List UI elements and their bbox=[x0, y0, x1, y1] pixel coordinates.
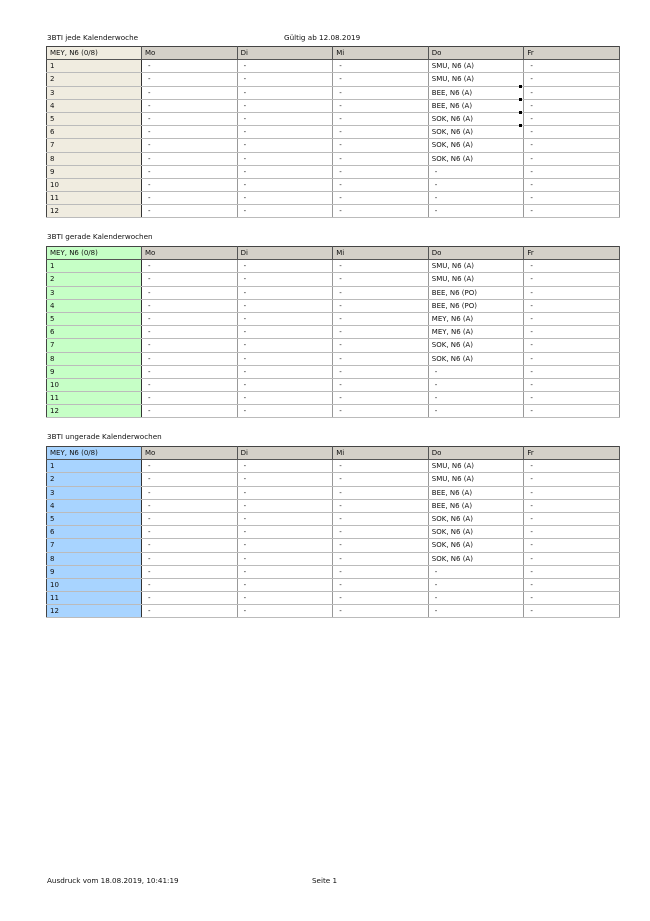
lesson-cell: - bbox=[237, 165, 333, 178]
lesson-cell: - bbox=[142, 486, 238, 499]
corner-label: MEY, N6 (0/8) bbox=[47, 247, 142, 260]
lesson-cell: - bbox=[524, 165, 620, 178]
table-header-row bbox=[47, 247, 620, 260]
lesson-cell: - bbox=[333, 73, 429, 86]
lesson-cell: - bbox=[237, 552, 333, 565]
lesson-cell: - bbox=[142, 565, 238, 578]
lesson-cell: - bbox=[524, 392, 620, 405]
hour-label: 3 bbox=[47, 86, 142, 99]
table-row bbox=[47, 460, 620, 473]
lesson-cell: - bbox=[333, 312, 429, 325]
lesson-cell: - bbox=[142, 312, 238, 325]
lesson-cell: BEE, N6 (PO) bbox=[428, 286, 524, 299]
lesson-cell: - bbox=[524, 486, 620, 499]
table-row bbox=[47, 139, 620, 152]
lesson-cell: SOK, N6 (A) bbox=[428, 539, 524, 552]
hour-label: 12 bbox=[47, 605, 142, 618]
lesson-cell: - bbox=[142, 86, 238, 99]
lesson-cell: - bbox=[428, 405, 524, 418]
lesson-cell: - bbox=[237, 139, 333, 152]
lesson-cell: - bbox=[333, 152, 429, 165]
hour-label: 9 bbox=[47, 165, 142, 178]
lesson-cell: - bbox=[237, 392, 333, 405]
lesson-cell: - bbox=[333, 205, 429, 218]
table-row bbox=[47, 565, 620, 578]
table-row bbox=[47, 486, 620, 499]
table-row bbox=[47, 299, 620, 312]
lesson-cell: - bbox=[524, 460, 620, 473]
lesson-cell: SOK, N6 (A) bbox=[428, 139, 524, 152]
lesson-cell: - bbox=[142, 578, 238, 591]
table-row bbox=[47, 126, 620, 139]
day-header-do: Do bbox=[428, 247, 524, 260]
lesson-cell: SMU, N6 (A) bbox=[428, 473, 524, 486]
section-title-odd-weeks: 3BTI ungerade Kalenderwochen bbox=[47, 432, 162, 441]
lesson-cell: SOK, N6 (A) bbox=[428, 352, 524, 365]
lesson-cell: - bbox=[428, 578, 524, 591]
table-row bbox=[47, 165, 620, 178]
lesson-cell: - bbox=[333, 112, 429, 125]
lesson-cell: - bbox=[333, 565, 429, 578]
lesson-cell: - bbox=[428, 178, 524, 191]
day-header-fr: Fr bbox=[524, 447, 620, 460]
lesson-cell: - bbox=[142, 539, 238, 552]
table-row bbox=[47, 260, 620, 273]
table-header-row bbox=[47, 47, 620, 60]
table-row bbox=[47, 499, 620, 512]
lesson-cell: - bbox=[524, 112, 620, 125]
page-number: Seite 1 bbox=[312, 876, 338, 885]
lesson-cell: - bbox=[524, 86, 620, 99]
print-timestamp: Ausdruck vom 18.08.2019, 10:41:19 bbox=[47, 876, 179, 885]
hour-label: 1 bbox=[47, 60, 142, 73]
lesson-cell: - bbox=[524, 273, 620, 286]
lesson-cell: - bbox=[333, 165, 429, 178]
lesson-cell: - bbox=[142, 326, 238, 339]
marker-dot bbox=[519, 124, 522, 127]
lesson-cell: - bbox=[524, 126, 620, 139]
lesson-cell: - bbox=[428, 192, 524, 205]
hour-label: 4 bbox=[47, 99, 142, 112]
day-header-mo: Mo bbox=[142, 47, 238, 60]
hour-label: 8 bbox=[47, 152, 142, 165]
section-title-even-weeks: 3BTI gerade Kalenderwochen bbox=[47, 232, 153, 241]
lesson-cell: SMU, N6 (A) bbox=[428, 273, 524, 286]
table-row bbox=[47, 112, 620, 125]
lesson-cell: - bbox=[237, 460, 333, 473]
table-row bbox=[47, 60, 620, 73]
lesson-cell: BEE, N6 (A) bbox=[428, 99, 524, 112]
lesson-cell: - bbox=[142, 273, 238, 286]
table-header-row bbox=[47, 447, 620, 460]
lesson-cell: - bbox=[237, 312, 333, 325]
hour-label: 1 bbox=[47, 460, 142, 473]
lesson-cell: - bbox=[237, 99, 333, 112]
table-row bbox=[47, 86, 620, 99]
lesson-cell: - bbox=[333, 552, 429, 565]
lesson-cell: - bbox=[142, 152, 238, 165]
lesson-cell: - bbox=[237, 605, 333, 618]
lesson-cell: - bbox=[333, 486, 429, 499]
lesson-cell: - bbox=[333, 473, 429, 486]
lesson-cell: BEE, N6 (A) bbox=[428, 499, 524, 512]
hour-label: 8 bbox=[47, 352, 142, 365]
table-row bbox=[47, 326, 620, 339]
lesson-cell: - bbox=[333, 526, 429, 539]
lesson-cell: - bbox=[142, 73, 238, 86]
lesson-cell: - bbox=[237, 352, 333, 365]
lesson-cell: - bbox=[524, 339, 620, 352]
hour-label: 6 bbox=[47, 126, 142, 139]
lesson-cell: - bbox=[237, 405, 333, 418]
lesson-cell: - bbox=[333, 405, 429, 418]
lesson-cell: - bbox=[237, 60, 333, 73]
table-row bbox=[47, 552, 620, 565]
table-row bbox=[47, 592, 620, 605]
lesson-cell: - bbox=[142, 499, 238, 512]
lesson-cell: - bbox=[142, 378, 238, 391]
lesson-cell: - bbox=[333, 378, 429, 391]
lesson-cell: - bbox=[237, 565, 333, 578]
lesson-cell: - bbox=[524, 578, 620, 591]
lesson-cell: - bbox=[237, 205, 333, 218]
lesson-cell: - bbox=[524, 60, 620, 73]
lesson-cell: - bbox=[524, 152, 620, 165]
table-row bbox=[47, 512, 620, 525]
lesson-cell: - bbox=[142, 205, 238, 218]
lesson-cell: - bbox=[333, 339, 429, 352]
lesson-cell: - bbox=[142, 260, 238, 273]
lesson-cell: - bbox=[333, 592, 429, 605]
table-row bbox=[47, 312, 620, 325]
lesson-cell: - bbox=[237, 178, 333, 191]
lesson-cell: - bbox=[142, 605, 238, 618]
lesson-cell: - bbox=[142, 460, 238, 473]
lesson-cell: - bbox=[524, 605, 620, 618]
lesson-cell: - bbox=[237, 326, 333, 339]
table-row bbox=[47, 378, 620, 391]
lesson-cell: - bbox=[524, 565, 620, 578]
day-header-di: Di bbox=[237, 447, 333, 460]
lesson-cell: - bbox=[333, 299, 429, 312]
lesson-cell: - bbox=[333, 260, 429, 273]
day-header-mo: Mo bbox=[142, 247, 238, 260]
hour-label: 1 bbox=[47, 260, 142, 273]
lesson-cell: - bbox=[142, 192, 238, 205]
timetable-even-weeks bbox=[46, 246, 620, 418]
lesson-cell: - bbox=[237, 192, 333, 205]
hour-label: 2 bbox=[47, 73, 142, 86]
lesson-cell: - bbox=[237, 126, 333, 139]
day-header-di: Di bbox=[237, 47, 333, 60]
lesson-cell: SMU, N6 (A) bbox=[428, 260, 524, 273]
hour-label: 5 bbox=[47, 312, 142, 325]
hour-label: 11 bbox=[47, 192, 142, 205]
lesson-cell: SOK, N6 (A) bbox=[428, 512, 524, 525]
lesson-cell: - bbox=[142, 405, 238, 418]
table-row bbox=[47, 192, 620, 205]
lesson-cell: - bbox=[428, 565, 524, 578]
lesson-cell: SMU, N6 (A) bbox=[428, 60, 524, 73]
lesson-cell: - bbox=[524, 178, 620, 191]
lesson-cell: - bbox=[428, 592, 524, 605]
lesson-cell: - bbox=[142, 339, 238, 352]
lesson-cell: - bbox=[237, 299, 333, 312]
lesson-cell: - bbox=[333, 392, 429, 405]
lesson-cell: - bbox=[333, 499, 429, 512]
hour-label: 5 bbox=[47, 112, 142, 125]
table-row bbox=[47, 99, 620, 112]
lesson-cell: BEE, N6 (PO) bbox=[428, 299, 524, 312]
lesson-cell: - bbox=[237, 578, 333, 591]
hour-label: 9 bbox=[47, 565, 142, 578]
lesson-cell: - bbox=[142, 126, 238, 139]
lesson-cell: - bbox=[237, 473, 333, 486]
lesson-cell: - bbox=[237, 526, 333, 539]
lesson-cell: - bbox=[524, 99, 620, 112]
lesson-cell: SOK, N6 (A) bbox=[428, 152, 524, 165]
lesson-cell: - bbox=[142, 365, 238, 378]
lesson-cell: - bbox=[333, 60, 429, 73]
hour-label: 11 bbox=[47, 392, 142, 405]
table-row bbox=[47, 405, 620, 418]
lesson-cell: - bbox=[142, 552, 238, 565]
day-header-do: Do bbox=[428, 447, 524, 460]
table-row bbox=[47, 73, 620, 86]
lesson-cell: - bbox=[524, 205, 620, 218]
lesson-cell: - bbox=[333, 126, 429, 139]
lesson-cell: - bbox=[237, 539, 333, 552]
hour-label: 11 bbox=[47, 592, 142, 605]
lesson-cell: - bbox=[142, 592, 238, 605]
lesson-cell: - bbox=[237, 273, 333, 286]
lesson-cell: - bbox=[142, 112, 238, 125]
lesson-cell: - bbox=[428, 392, 524, 405]
lesson-cell: BEE, N6 (A) bbox=[428, 86, 524, 99]
lesson-cell: - bbox=[237, 499, 333, 512]
hour-label: 7 bbox=[47, 139, 142, 152]
table-row bbox=[47, 178, 620, 191]
table-row bbox=[47, 273, 620, 286]
lesson-cell: SOK, N6 (A) bbox=[428, 339, 524, 352]
lesson-cell: - bbox=[524, 326, 620, 339]
hour-label: 3 bbox=[47, 486, 142, 499]
day-header-do: Do bbox=[428, 47, 524, 60]
lesson-cell: - bbox=[142, 526, 238, 539]
timetable-every-week bbox=[46, 46, 620, 218]
lesson-cell: - bbox=[428, 378, 524, 391]
lesson-cell: BEE, N6 (A) bbox=[428, 486, 524, 499]
table-row bbox=[47, 605, 620, 618]
lesson-cell: - bbox=[237, 286, 333, 299]
lesson-cell: - bbox=[142, 392, 238, 405]
hour-label: 2 bbox=[47, 273, 142, 286]
hour-label: 6 bbox=[47, 526, 142, 539]
lesson-cell: SOK, N6 (A) bbox=[428, 552, 524, 565]
lesson-cell: - bbox=[142, 139, 238, 152]
lesson-cell: - bbox=[333, 286, 429, 299]
hour-label: 12 bbox=[47, 205, 142, 218]
lesson-cell: - bbox=[237, 378, 333, 391]
lesson-cell: - bbox=[142, 99, 238, 112]
lesson-cell: - bbox=[142, 352, 238, 365]
lesson-cell: - bbox=[428, 205, 524, 218]
day-header-mo: Mo bbox=[142, 447, 238, 460]
lesson-cell: - bbox=[237, 260, 333, 273]
day-header-mi: Mi bbox=[333, 247, 429, 260]
day-header-fr: Fr bbox=[524, 247, 620, 260]
lesson-cell: - bbox=[237, 152, 333, 165]
table-row bbox=[47, 339, 620, 352]
lesson-cell: - bbox=[524, 192, 620, 205]
lesson-cell: - bbox=[333, 86, 429, 99]
lesson-cell: - bbox=[428, 165, 524, 178]
lesson-cell: - bbox=[237, 339, 333, 352]
lesson-cell: - bbox=[237, 365, 333, 378]
lesson-cell: - bbox=[142, 178, 238, 191]
hour-label: 10 bbox=[47, 578, 142, 591]
hour-label: 9 bbox=[47, 365, 142, 378]
lesson-cell: - bbox=[237, 512, 333, 525]
lesson-cell: - bbox=[524, 378, 620, 391]
marker-dot bbox=[519, 111, 522, 114]
hour-label: 12 bbox=[47, 405, 142, 418]
hour-label: 2 bbox=[47, 473, 142, 486]
lesson-cell: - bbox=[524, 526, 620, 539]
table-row bbox=[47, 205, 620, 218]
lesson-cell: - bbox=[524, 552, 620, 565]
hour-label: 8 bbox=[47, 552, 142, 565]
hour-label: 7 bbox=[47, 339, 142, 352]
lesson-cell: - bbox=[428, 605, 524, 618]
corner-label: MEY, N6 (0/8) bbox=[47, 47, 142, 60]
lesson-cell: SMU, N6 (A) bbox=[428, 73, 524, 86]
table-row bbox=[47, 286, 620, 299]
lesson-cell: - bbox=[524, 73, 620, 86]
lesson-cell: MEY, N6 (A) bbox=[428, 312, 524, 325]
lesson-cell: - bbox=[333, 539, 429, 552]
lesson-cell: - bbox=[524, 499, 620, 512]
lesson-cell: - bbox=[524, 260, 620, 273]
lesson-cell: - bbox=[142, 473, 238, 486]
table-row bbox=[47, 578, 620, 591]
table-row bbox=[47, 526, 620, 539]
lesson-cell: SMU, N6 (A) bbox=[428, 460, 524, 473]
lesson-cell: - bbox=[142, 60, 238, 73]
timetable-odd-weeks bbox=[46, 446, 620, 618]
lesson-cell: - bbox=[333, 578, 429, 591]
lesson-cell: - bbox=[237, 73, 333, 86]
lesson-cell: - bbox=[524, 365, 620, 378]
lesson-cell: - bbox=[333, 139, 429, 152]
lesson-cell: - bbox=[142, 165, 238, 178]
day-header-fr: Fr bbox=[524, 47, 620, 60]
lesson-cell: - bbox=[237, 592, 333, 605]
day-header-mi: Mi bbox=[333, 47, 429, 60]
document-title: 3BTI jede Kalenderwoche bbox=[47, 33, 139, 42]
lesson-cell: SOK, N6 (A) bbox=[428, 526, 524, 539]
lesson-cell: - bbox=[142, 512, 238, 525]
lesson-cell: - bbox=[524, 473, 620, 486]
lesson-cell: - bbox=[524, 512, 620, 525]
hour-label: 3 bbox=[47, 286, 142, 299]
valid-from-date: Gültig ab 12.08.2019 bbox=[284, 33, 361, 42]
lesson-cell: - bbox=[333, 178, 429, 191]
day-header-mi: Mi bbox=[333, 447, 429, 460]
lesson-cell: - bbox=[333, 605, 429, 618]
table-row bbox=[47, 152, 620, 165]
hour-label: 10 bbox=[47, 378, 142, 391]
lesson-cell: SOK, N6 (A) bbox=[428, 126, 524, 139]
table-row bbox=[47, 473, 620, 486]
lesson-cell: - bbox=[333, 192, 429, 205]
table-row bbox=[47, 392, 620, 405]
lesson-cell: - bbox=[142, 286, 238, 299]
table-row bbox=[47, 539, 620, 552]
lesson-cell: MEY, N6 (A) bbox=[428, 326, 524, 339]
lesson-cell: - bbox=[524, 539, 620, 552]
hour-label: 4 bbox=[47, 299, 142, 312]
lesson-cell: - bbox=[524, 286, 620, 299]
marker-dot bbox=[519, 98, 522, 101]
lesson-cell: SOK, N6 (A) bbox=[428, 112, 524, 125]
marker-dot bbox=[519, 85, 522, 88]
hour-label: 7 bbox=[47, 539, 142, 552]
table-row bbox=[47, 352, 620, 365]
hour-label: 4 bbox=[47, 499, 142, 512]
hour-label: 5 bbox=[47, 512, 142, 525]
hour-label: 10 bbox=[47, 178, 142, 191]
lesson-cell: - bbox=[333, 365, 429, 378]
lesson-cell: - bbox=[237, 486, 333, 499]
lesson-cell: - bbox=[524, 592, 620, 605]
day-header-di: Di bbox=[237, 247, 333, 260]
lesson-cell: - bbox=[333, 273, 429, 286]
lesson-cell: - bbox=[142, 299, 238, 312]
lesson-cell: - bbox=[524, 405, 620, 418]
lesson-cell: - bbox=[333, 352, 429, 365]
lesson-cell: - bbox=[333, 460, 429, 473]
lesson-cell: - bbox=[333, 512, 429, 525]
corner-label: MEY, N6 (0/8) bbox=[47, 447, 142, 460]
lesson-cell: - bbox=[237, 112, 333, 125]
lesson-cell: - bbox=[524, 139, 620, 152]
lesson-cell: - bbox=[524, 352, 620, 365]
table-row bbox=[47, 365, 620, 378]
lesson-cell: - bbox=[524, 312, 620, 325]
lesson-cell: - bbox=[333, 326, 429, 339]
lesson-cell: - bbox=[428, 365, 524, 378]
hour-label: 6 bbox=[47, 326, 142, 339]
lesson-cell: - bbox=[237, 86, 333, 99]
lesson-cell: - bbox=[524, 299, 620, 312]
lesson-cell: - bbox=[333, 99, 429, 112]
